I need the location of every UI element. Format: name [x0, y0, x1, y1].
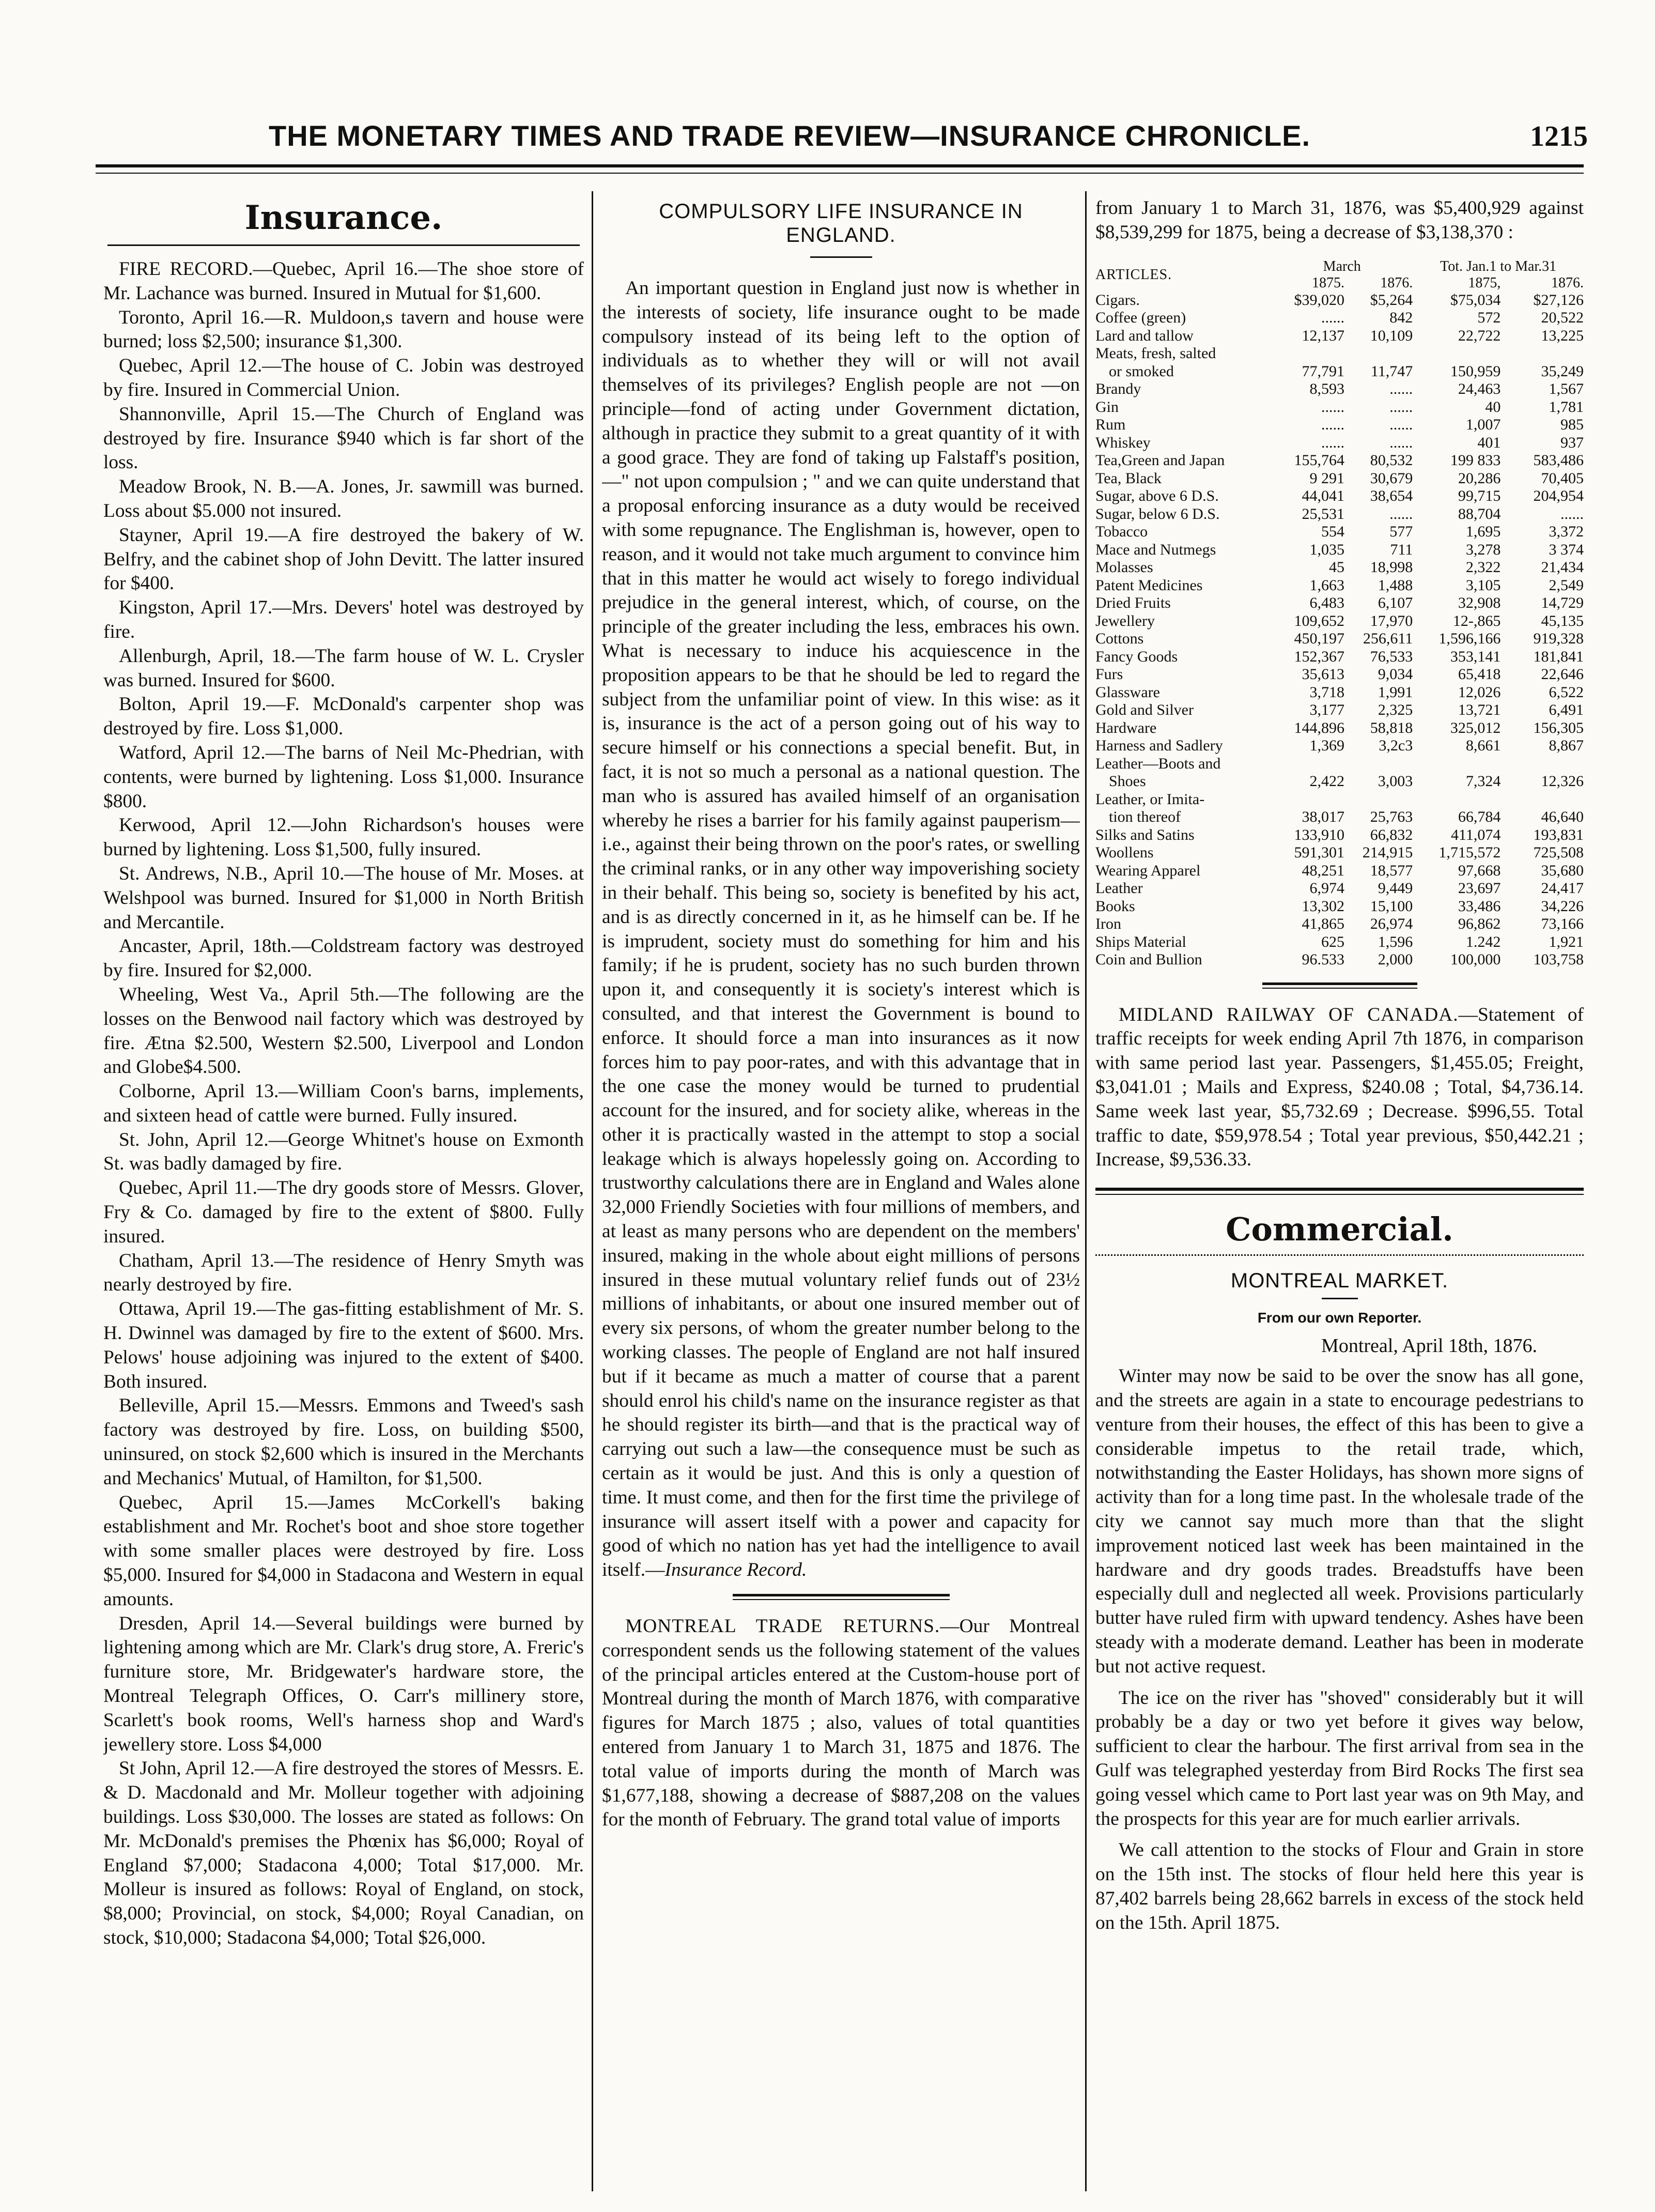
value-cell: 9,034 — [1378, 666, 1413, 683]
fire-record-item: Shannonville, April 15.—The Church of England was destroyed by fire. Insurance $940 which is far short of the loss. — [103, 403, 584, 473]
running-title: THE MONETARY TIMES AND TRADE REVIEW—INSURANCE CHRONICLE. — [269, 119, 1311, 152]
value-cell: 1,007 — [1465, 416, 1501, 434]
fire-record-item: Quebec, April 12.—The house of C. Jobin was destroyed by fire. Insured in Commercial Union. — [103, 355, 584, 401]
value-cell: 20,522 — [1541, 309, 1584, 327]
fire-record-item: Chatham, April 13.—The residence of Henry Smyth was nearly destroyed by fire. — [103, 1250, 584, 1296]
value-cell: 30,679 — [1370, 469, 1413, 487]
article-name-cell: Brandy — [1095, 380, 1141, 398]
heading-rule — [1322, 1298, 1358, 1299]
article-name-cell: tion thereof — [1109, 808, 1181, 826]
article-name-cell: Coffee (green) — [1095, 309, 1186, 327]
value-cell: 96,862 — [1458, 915, 1501, 933]
article-name-cell: Leather, or Imita- — [1095, 790, 1205, 808]
fire-record-item: Stayner, April 19.—A fire destroyed the bakery of W. Belfry, and the cabinet shop of John Devitt. The latter insured for $400. — [103, 524, 584, 594]
header-rule — [96, 164, 1584, 167]
table-row — [1095, 541, 1584, 559]
value-cell: 22,646 — [1541, 666, 1584, 683]
fire-record-item: Colborne, April 13.—William Coon's barns, implements, and sixteen head of cattle were burned. Fully insured. — [103, 1081, 584, 1126]
fire-record-item: St. John, April 12.—George Whitnet's house on Exmonth St. was badly damaged by fire. — [103, 1129, 584, 1175]
value-cell: 13,225 — [1541, 327, 1584, 344]
value-cell: 181,841 — [1533, 648, 1584, 665]
value-cell: 103,758 — [1533, 951, 1584, 969]
value-cell: $5,264 — [1370, 291, 1413, 309]
table-row — [1095, 487, 1584, 505]
value-cell: 12,326 — [1541, 773, 1584, 790]
value-cell: 12-,865 — [1452, 612, 1501, 629]
value-cell: 3,177 — [1309, 701, 1344, 719]
value-cell: 591,301 — [1294, 844, 1344, 862]
value-cell: 35,680 — [1541, 862, 1584, 879]
value-cell: 325,012 — [1450, 719, 1501, 736]
value-cell: 9,449 — [1378, 880, 1413, 897]
table-row — [1095, 577, 1584, 595]
article-name-cell: Dried Fruits — [1095, 594, 1171, 612]
section-divider — [1262, 982, 1417, 989]
value-cell: 6,483 — [1309, 594, 1344, 612]
value-cell: 1,781 — [1549, 398, 1584, 416]
compulsory-insurance-heading — [602, 199, 1080, 247]
value-cell: 100,000 — [1450, 951, 1501, 969]
article-name-cell: Woollens — [1095, 844, 1154, 862]
market-paragraph: Winter may now be said to be over the snow has all gone, and the streets are again in a state to encourage pedestrians to venture from their houses, the effect of this has been to give a considerable impetus to the retail trade, which, notwithstanding the Easter Holidays, has shown more signs of activity than for a long time past. In the wholesale trade of the city we cannot say much more than that the slight improvement noticed last week has been maintained in the hardware and dry goods trades. Breadstuffs have been especially dull and neglected all week. Provisions particularly butter have ruled firm with upward tendency. Ashes have been steady with a moderate demand. Leather has been in moderate but not active request. — [1095, 1365, 1584, 1677]
table-row — [1095, 327, 1584, 345]
value-cell: 88,704 — [1458, 505, 1501, 523]
table-row — [1095, 363, 1584, 381]
value-cell: 1,035 — [1309, 541, 1344, 558]
article-name-cell: Books — [1095, 897, 1135, 915]
value-cell: 554 — [1321, 523, 1344, 541]
value-cell: 937 — [1560, 434, 1584, 451]
value-cell: $27,126 — [1533, 291, 1584, 309]
table-row — [1095, 684, 1584, 702]
article-name-cell: or smoked — [1109, 362, 1174, 380]
table-row — [1095, 737, 1584, 755]
value-cell — [1271, 345, 1344, 363]
value-cell: 25,531 — [1302, 505, 1344, 523]
value-cell: 13,721 — [1458, 701, 1501, 719]
fire-record-item: Allenburgh, April, 18.—The farm house of W. L. Crysler was burned. Insured for $600. — [103, 645, 584, 691]
value-cell: 3,372 — [1549, 523, 1584, 541]
value-cell: 20,286 — [1458, 469, 1501, 487]
value-cell: 66,832 — [1370, 826, 1413, 843]
table-row — [1095, 951, 1584, 969]
value-cell — [1413, 755, 1501, 773]
fire-record-item: St John, April 12.—A fire destroyed the stores of Messrs. E. & D. Macdonald and Mr. Molleur together with adjoining buildings. Loss $30,000. The losses are stated as follows: On Mr. McDonald's premises the Phœnix has $6,000; Royal of England $7,000; Stadacona 4,000; Total $17,000. Mr. Molleur is insured as follows: Royal of England, on stock, $8,000; Provincial, on stock, $4,000; Royal Canadian, on stock, $10,000; Stadacona $4,000; Total $26,000. — [103, 1758, 584, 1948]
fire-record-item: St. Andrews, N.B., April 10.—The house of Mr. Moses. at Welshpool was burned. Insured for $1,000 in North British and Mercantile. — [103, 863, 584, 933]
value-cell: 35,249 — [1541, 362, 1584, 380]
article-name-cell: Wearing Apparel — [1095, 862, 1201, 879]
value-cell: 2,549 — [1549, 576, 1584, 594]
value-cell: 3,2c3 — [1379, 737, 1413, 755]
value-cell: ...... — [1321, 309, 1344, 327]
value-cell: 3,105 — [1465, 576, 1501, 594]
value-cell: 38,017 — [1302, 808, 1344, 826]
value-cell: $75,034 — [1450, 291, 1501, 309]
value-cell: 577 — [1389, 523, 1413, 541]
value-cell: 625 — [1321, 933, 1344, 950]
value-cell: 18,577 — [1370, 862, 1413, 879]
value-cell: 144,896 — [1294, 719, 1344, 736]
value-cell — [1344, 791, 1413, 809]
value-cell: 11,747 — [1370, 362, 1413, 380]
fire-record-item: Watford, April 12.—The barns of Neil Mc-Phedrian, with contents, were burned by lightening. Loss $1,000. Insurance $800. — [103, 742, 584, 812]
value-cell: 2,325 — [1378, 701, 1413, 719]
table-row — [1095, 523, 1584, 541]
table-row — [1095, 880, 1584, 898]
fire-record-item: Ancaster, April, 18th.—Coldstream factory was destroyed by fire. Insured for $2,000. — [103, 935, 584, 981]
value-cell: 2,422 — [1309, 773, 1344, 790]
heading-rule — [810, 256, 872, 258]
value-cell: ...... — [1389, 398, 1413, 416]
value-cell: 21,434 — [1541, 559, 1584, 576]
value-cell: 26,974 — [1370, 915, 1413, 933]
value-cell: 450,197 — [1294, 630, 1344, 648]
value-cell: 1,663 — [1309, 576, 1344, 594]
commercial-section-title: Commercial. — [1226, 1210, 1453, 1249]
value-cell: 985 — [1560, 416, 1584, 434]
article-name-cell: Fancy Goods — [1095, 648, 1178, 665]
value-cell — [1413, 345, 1501, 363]
table-row — [1095, 826, 1584, 844]
imports-table — [1095, 258, 1584, 969]
article-name-cell: Hardware — [1095, 719, 1157, 736]
fire-record-item: Kerwood, April 12.—John Richardson's houses were burned by lightening. Loss $1,500, fully insured. — [103, 815, 584, 861]
article-name-cell: Jewellery — [1095, 612, 1155, 629]
fire-record-item: Quebec, April 11.—The dry goods store of Messrs. Glover, Fry & Co. damaged by fire to the extent of $800. Fully insured. — [103, 1177, 584, 1247]
fire-record-item: Meadow Brook, N. B.—A. Jones, Jr. sawmill was burned. Loss about $5.000 not insured. — [103, 476, 584, 521]
value-cell: 156,305 — [1533, 719, 1584, 736]
value-cell: 1,921 — [1549, 933, 1584, 950]
section-title-rule — [1095, 1254, 1584, 1256]
value-cell: 1,488 — [1378, 576, 1413, 594]
value-cell: 204,954 — [1533, 487, 1584, 505]
value-cell: 1,369 — [1309, 737, 1344, 755]
value-cell: 12,026 — [1458, 683, 1501, 701]
insurance-column — [103, 196, 584, 2181]
article-name-cell: Meats, fresh, salted — [1095, 345, 1216, 362]
section-divider — [733, 1594, 950, 1600]
section-title-rule — [107, 244, 580, 246]
value-cell: 97,668 — [1458, 862, 1501, 879]
column-divider — [592, 191, 593, 2191]
market-paragraph: The ice on the river has "shoved" considerably but it will probably be a day or two yet before it gives way below, sufficient to clear the harbour. The first arrival from sea in the Gulf was telegraphed yesterday from Bird Rocks The first sea going vessel which came to Port last year was on 9th May, and the prospects for this year are for much earlier arrivals. — [1095, 1687, 1584, 1830]
article-name-cell: Cottons — [1095, 630, 1144, 648]
value-cell: 109,652 — [1294, 612, 1344, 629]
value-cell: 14,729 — [1541, 594, 1584, 612]
article-name-cell: Gold and Silver — [1095, 701, 1194, 719]
table-row — [1095, 791, 1584, 809]
value-cell: 10,109 — [1370, 327, 1413, 344]
right-column — [1095, 196, 1584, 2181]
value-cell: 1,596,166 — [1439, 630, 1501, 648]
table-row — [1095, 933, 1584, 951]
table-row — [1095, 345, 1584, 363]
value-cell: 34,226 — [1541, 897, 1584, 915]
value-cell: 13,302 — [1302, 897, 1344, 915]
value-cell: 353,141 — [1450, 648, 1501, 665]
value-cell: 3 374 — [1549, 541, 1584, 558]
value-cell: 9 291 — [1309, 469, 1344, 487]
value-cell: 40 — [1485, 398, 1501, 416]
article-name-cell: Iron — [1095, 915, 1121, 933]
article-name-cell: Patent Medicines — [1095, 576, 1203, 594]
value-cell: 32,908 — [1458, 594, 1501, 612]
value-cell: 7,324 — [1465, 773, 1501, 790]
article-lead: MONTREAL TRADE RETURNS. — [625, 1616, 940, 1637]
article-name-cell: Cigars. — [1095, 291, 1140, 309]
value-cell: 155,764 — [1294, 452, 1344, 469]
table-row — [1095, 594, 1584, 612]
table-row — [1095, 612, 1584, 631]
value-cell: 41,865 — [1302, 915, 1344, 933]
fire-record-item: Quebec, April 15.—James McCorkell's baking establishment and Mr. Rochet's boot and shoe store together with some smaller places were destroyed by fire. Loss $5,000. Insured for $4,000 in Stadacona and Western in equal amounts. — [103, 1492, 584, 1610]
value-cell: 3,278 — [1465, 541, 1501, 558]
value-cell: 73,166 — [1541, 915, 1584, 933]
value-cell: 133,910 — [1294, 826, 1344, 843]
value-cell: 45 — [1328, 559, 1344, 576]
value-cell: 77,791 — [1302, 362, 1344, 380]
value-cell: 842 — [1389, 309, 1413, 327]
table-row — [1095, 808, 1584, 826]
value-cell: 411,074 — [1450, 826, 1501, 843]
fire-record-item: Wheeling, West Va., April 5th.—The following are the losses on the Benwood nail factory which was destroyed by fire. Ætna $2.500, Western $2.500, Liverpool and London and Globe$4.500. — [103, 984, 584, 1078]
article-name-cell: Leather—Boots and — [1095, 755, 1221, 772]
table-row — [1095, 452, 1584, 470]
table-row — [1095, 380, 1584, 398]
value-cell: 24,463 — [1458, 380, 1501, 398]
column-header-articles: ARTICLES. — [1095, 266, 1172, 283]
table-row — [1095, 898, 1584, 916]
value-cell: 58,818 — [1370, 719, 1413, 736]
fire-record-item: Toronto, April 16.—R. Muldoon,s tavern and house were burned; loss $2,500; insurance $1,300. — [103, 306, 584, 352]
value-cell — [1501, 345, 1584, 363]
value-cell — [1271, 791, 1344, 809]
table-row — [1095, 915, 1584, 933]
value-cell: 6,522 — [1549, 683, 1584, 701]
value-cell: 3,718 — [1309, 683, 1344, 701]
fire-record-item: Bolton, April 19.—F. McDonald's carpenter shop was destroyed by fire. Loss $1,000. — [103, 694, 584, 740]
value-cell: ...... — [1389, 380, 1413, 398]
table-row — [1095, 434, 1584, 452]
value-cell: 1,991 — [1378, 683, 1413, 701]
value-cell — [1344, 345, 1413, 363]
value-cell: 17,970 — [1370, 612, 1413, 629]
article-text: —Our Montreal correspondent sends us the following statement of the values of the principal articles entered at the Custom-house port of Montreal during the month of March 1876, with comparative figures for March 1875 ; also, values of total quantities entered from January 1 to March 31, 1875 and 1876. The total value of imports during the month of March was $1,677,188, showing a decrease of $887,208 on the values for the month of February. The grand total value of imports — [602, 1616, 1080, 1831]
article-name-cell: Whiskey — [1095, 434, 1151, 451]
value-cell — [1344, 755, 1413, 773]
value-cell: ...... — [1389, 505, 1413, 523]
value-cell: 1,596 — [1378, 933, 1413, 950]
value-cell: 6,974 — [1309, 880, 1344, 897]
article-name-cell: Glassware — [1095, 683, 1160, 701]
value-cell: $39,020 — [1294, 291, 1344, 309]
value-cell: 256,611 — [1363, 630, 1413, 648]
value-cell: ...... — [1560, 505, 1584, 523]
value-cell: 1,695 — [1465, 523, 1501, 541]
article-text: An important question in England just now is whether in the interests of society, life insurance ought to be made compulsory instead of its being left to the option of individuals as to whether they will or will not avail themselves of its privileges? English people are not —on principle—fond of acting under Government dictation, although in practice they submit to a great quantity of it with a good grace. They are fond of taking up Falstaff's position,—" not upon compulsion ; " and we can quite understand that a proposal enforcing insurance as a duty would be received with some repugnance. The Englishman is, however, open to reason, and it would not take much argument to convince him that in this matter he would act wisely to forego individual prejudice in the general interest, which, of course, on the principle of the greater including the less, embraces his own. What is necessary to induce his acquiescence in the proposition appears to be that he should be led to regard the subject from the unfamiliar point of view. In this wise: as it is, insurance is the act of a person going out of his way to secure himself or his connections a special benefit. But, in fact, it is not so much a personal as a national question. The man who is assured has availed himself of an organisation whereby he rises a barrier for his family against pauperism—i.e., against their being thrown on the poor's rates, or swelling the criminal ranks, or in any other way impoverishing society in their behalf. This being so, society is benefited by his act, and is as directly concerned in it, as he himself can be. If he is imprudent, society must do something for him and his family; if he is prudent, society has no such burden thrown upon it, and consequently it is society's interest which is consulted, and that interest the Government is bound to enforce. It should force a man into insurances as it now forces him to pay poor-rates, and with this advantage that in the one case the money would be turned to prudential account for the insured, and for society alike, whereas in the other it is practically wasted in the attempt to stop a social leakage which is always hopelessly going on. According to trustworthy calculations there are in England and Wales alone 32,000 Friendly Societies with four millions of members, and at least as many persons who are dependent on the members' insured, making in the whole about eight millions of persons insured in these mutual voluntary relief funds out of 23½ millions of inhabitants, or about one insured member out of every six persons, of whom the greater number belong to the working classes. The people of England are not half insured but if it became as much a matter of course that a parent should enrol his child's name on the insurance register as that he should register its birth—and that is the practical way of carrying out such a law—the consequence must be such as certain as it would be just. And this is only a question of time. It must come, and then for the first time the privilege of insurance will assert itself with a power and capacity for good of which no nation has yet had the intelligence to avail itself.— — [602, 278, 1080, 1581]
market-paragraph: We call attention to the stocks of Flour and Grain in store on the 15th inst. The stocks of flour held here this year is 87,402 barrels being 28,662 barrels in excess of the stock held on the 15th. April 1875. — [1095, 1839, 1584, 1933]
value-cell: 35,613 — [1302, 666, 1344, 683]
value-cell: 23,697 — [1458, 880, 1501, 897]
value-cell: ...... — [1389, 434, 1413, 451]
value-cell: 1.242 — [1465, 933, 1501, 950]
article-name-cell: Leather — [1095, 880, 1143, 897]
article-name-cell: Rum — [1095, 416, 1126, 434]
value-cell: 150,959 — [1450, 362, 1501, 380]
value-cell: 6,107 — [1378, 594, 1413, 612]
article-name-cell: Gin — [1095, 398, 1119, 416]
montreal-trade-returns — [602, 1615, 1080, 1832]
column-header-total: Tot. Jan.1 to Mar.31 — [1440, 258, 1557, 274]
fire-record-item: Belleville, April 15.—Messrs. Emmons and Tweed's sash factory was destroyed by fire. Loss, on building $500, uninsured, on stock $2,600 which is insured in the Merchants and Mechanics' Mutual, of Hamilton, for $1,500. — [103, 1395, 584, 1489]
header-rule-thin — [96, 173, 1584, 174]
table-row — [1095, 844, 1584, 862]
value-cell: 1,715,572 — [1439, 844, 1501, 862]
value-cell — [1271, 755, 1344, 773]
dateline: Montreal, April 18th, 1876. — [1321, 1335, 1537, 1357]
section-divider — [1095, 1188, 1584, 1195]
value-cell: 919,328 — [1533, 630, 1584, 648]
value-cell: 8,661 — [1465, 737, 1501, 755]
article-name-cell: Silks and Satins — [1095, 826, 1195, 843]
year-header: 1876. — [1380, 274, 1413, 291]
table-row — [1095, 648, 1584, 666]
table-row — [1095, 398, 1584, 417]
value-cell: 33,486 — [1458, 897, 1501, 915]
value-cell: 6,491 — [1549, 701, 1584, 719]
imports-table-body — [1095, 291, 1584, 969]
value-cell: 44,041 — [1302, 487, 1344, 505]
value-cell: 99,715 — [1458, 487, 1501, 505]
value-cell: ...... — [1321, 398, 1344, 416]
article-name-cell: Coin and Bullion — [1095, 951, 1202, 969]
value-cell: 152,367 — [1294, 648, 1344, 665]
fire-record-item: FIRE RECORD.—Quebec, April 16.—The shoe store of Mr. Lachance was burned. Insured in Mutual for $1,600. — [103, 258, 584, 304]
fire-record-item: Dresden, April 14.—Several buildings were burned by lightening among which are Mr. Clark's drug store, A. Freric's furniture store, Mr. Bridgewater's hardware store, the Montreal Telegraph Offices, O. Carr's millinery store, Scarlett's book rooms, Well's harness shop and Ward's jewellery store. Loss $4,000 — [103, 1612, 584, 1755]
value-cell: 18,998 — [1370, 559, 1413, 576]
article-name-cell: Molasses — [1095, 559, 1153, 576]
value-cell: 3,003 — [1378, 773, 1413, 790]
article-name-cell: Tea, Black — [1095, 469, 1162, 487]
article-name-cell: Furs — [1095, 666, 1123, 683]
article-name-cell: Sugar, above 6 D.S. — [1095, 487, 1219, 505]
fire-record-item: Kingston, April 17.—Mrs. Devers' hotel was destroyed by fire. — [103, 597, 584, 642]
column-header-march: March — [1323, 258, 1361, 274]
value-cell: 725,508 — [1533, 844, 1584, 862]
table-row — [1095, 862, 1584, 880]
year-header: 1875, — [1468, 274, 1501, 291]
montreal-market-heading: MONTREAL MARKET. — [1230, 1269, 1449, 1293]
table-row — [1095, 309, 1584, 327]
value-cell: 401 — [1477, 434, 1501, 451]
value-cell: ...... — [1389, 416, 1413, 434]
value-cell: 96.533 — [1302, 951, 1344, 969]
value-cell: 66,784 — [1458, 808, 1501, 826]
value-cell — [1501, 791, 1584, 809]
compulsory-insurance-body — [602, 276, 1080, 1583]
article-lead: MIDLAND RAILWAY OF CANADA. — [1119, 1004, 1459, 1025]
value-cell: 22,722 — [1458, 327, 1501, 344]
midland-railway-statement — [1095, 1003, 1584, 1173]
value-cell — [1501, 755, 1584, 773]
value-cell: 70,405 — [1541, 469, 1584, 487]
value-cell: 583,486 — [1533, 452, 1584, 469]
value-cell: 8,867 — [1549, 737, 1584, 755]
article-text: —Statement of traffic receipts for week ending April 7th 1876, in comparison with same period last year. Passengers, $1,455.05; Freight, $3,041.01 ; Mails and Express, $240.08 ; Total, $4,736.14. Same week last year, $5,732.69 ; Decrease. $996,55. Total traffic to date, $59,978.54 ; Total year previous, $50,442.21 ; Increase, $9,536.33. — [1095, 1004, 1584, 1171]
value-cell: 12,137 — [1302, 327, 1344, 344]
table-row — [1095, 291, 1584, 310]
value-cell: 572 — [1477, 309, 1501, 327]
column-divider — [1085, 191, 1087, 2191]
table-row — [1095, 701, 1584, 719]
heading-line: ENGLAND. — [786, 224, 896, 247]
table-row — [1095, 416, 1584, 434]
value-cell: 48,251 — [1302, 862, 1344, 879]
value-cell: 24,417 — [1541, 880, 1584, 897]
value-cell: 15,100 — [1370, 897, 1413, 915]
table-row — [1095, 773, 1584, 791]
year-header: 1875. — [1311, 274, 1344, 291]
table-header-row — [1095, 258, 1584, 275]
fire-record-item: Ottawa, April 19.—The gas-fitting establishment of Mr. S. H. Dwinnel was damaged by fire to the extent of $600. Mrs. Pelows' house adjoining was injured to the extent of $400. Both insured. — [103, 1298, 584, 1392]
value-cell — [1413, 791, 1501, 809]
table-row — [1095, 666, 1584, 684]
table-row — [1095, 755, 1584, 773]
article-name-cell: Tea,Green and Japan — [1095, 452, 1225, 469]
heading-line: COMPULSORY LIFE INSURANCE IN — [659, 200, 1023, 223]
value-cell: 8,593 — [1309, 380, 1344, 398]
value-cell: 214,915 — [1362, 844, 1413, 862]
article-name-cell: Shoes — [1109, 773, 1146, 790]
table-row — [1095, 559, 1584, 577]
value-cell: ...... — [1321, 434, 1344, 451]
trade-returns-continued: from January 1 to March 31, 1876, was $5,400,929 against $8,539,299 for 1875, being a decrease of $3,138,370 : — [1095, 197, 1584, 243]
insurance-section-title: Insurance. — [244, 198, 443, 237]
page-number: 1215 — [1530, 120, 1588, 152]
article-source: Insurance Record. — [664, 1559, 807, 1581]
value-cell: 38,654 — [1370, 487, 1413, 505]
table-row — [1095, 505, 1584, 524]
article-name-cell: Ships Material — [1095, 933, 1186, 950]
value-cell: ...... — [1321, 416, 1344, 434]
article-name-cell: Lard and tallow — [1095, 327, 1194, 344]
table-row — [1095, 630, 1584, 648]
article-name-cell: Mace and Nutmegs — [1095, 541, 1216, 558]
value-cell: 45,135 — [1541, 612, 1584, 629]
value-cell: 193,831 — [1533, 826, 1584, 843]
value-cell: 46,640 — [1541, 808, 1584, 826]
middle-column — [602, 196, 1080, 2181]
reporter-line: From our own Reporter. — [1257, 1310, 1422, 1326]
year-header: 1876. — [1551, 274, 1584, 291]
value-cell: 65,418 — [1458, 666, 1501, 683]
article-name-cell: Harness and Sadlery — [1095, 737, 1223, 755]
value-cell: 199 833 — [1450, 452, 1501, 469]
value-cell: 25,763 — [1370, 808, 1413, 826]
value-cell: 2,322 — [1465, 559, 1501, 576]
value-cell: 711 — [1390, 541, 1413, 558]
value-cell: 80,532 — [1370, 452, 1413, 469]
value-cell: 2,000 — [1378, 951, 1413, 969]
article-name-cell: Sugar, below 6 D.S. — [1095, 505, 1220, 523]
value-cell: 1,567 — [1549, 380, 1584, 398]
table-row — [1095, 470, 1584, 488]
value-cell: 76,533 — [1370, 648, 1413, 665]
table-row — [1095, 719, 1584, 738]
article-name-cell: Tobacco — [1095, 523, 1148, 541]
